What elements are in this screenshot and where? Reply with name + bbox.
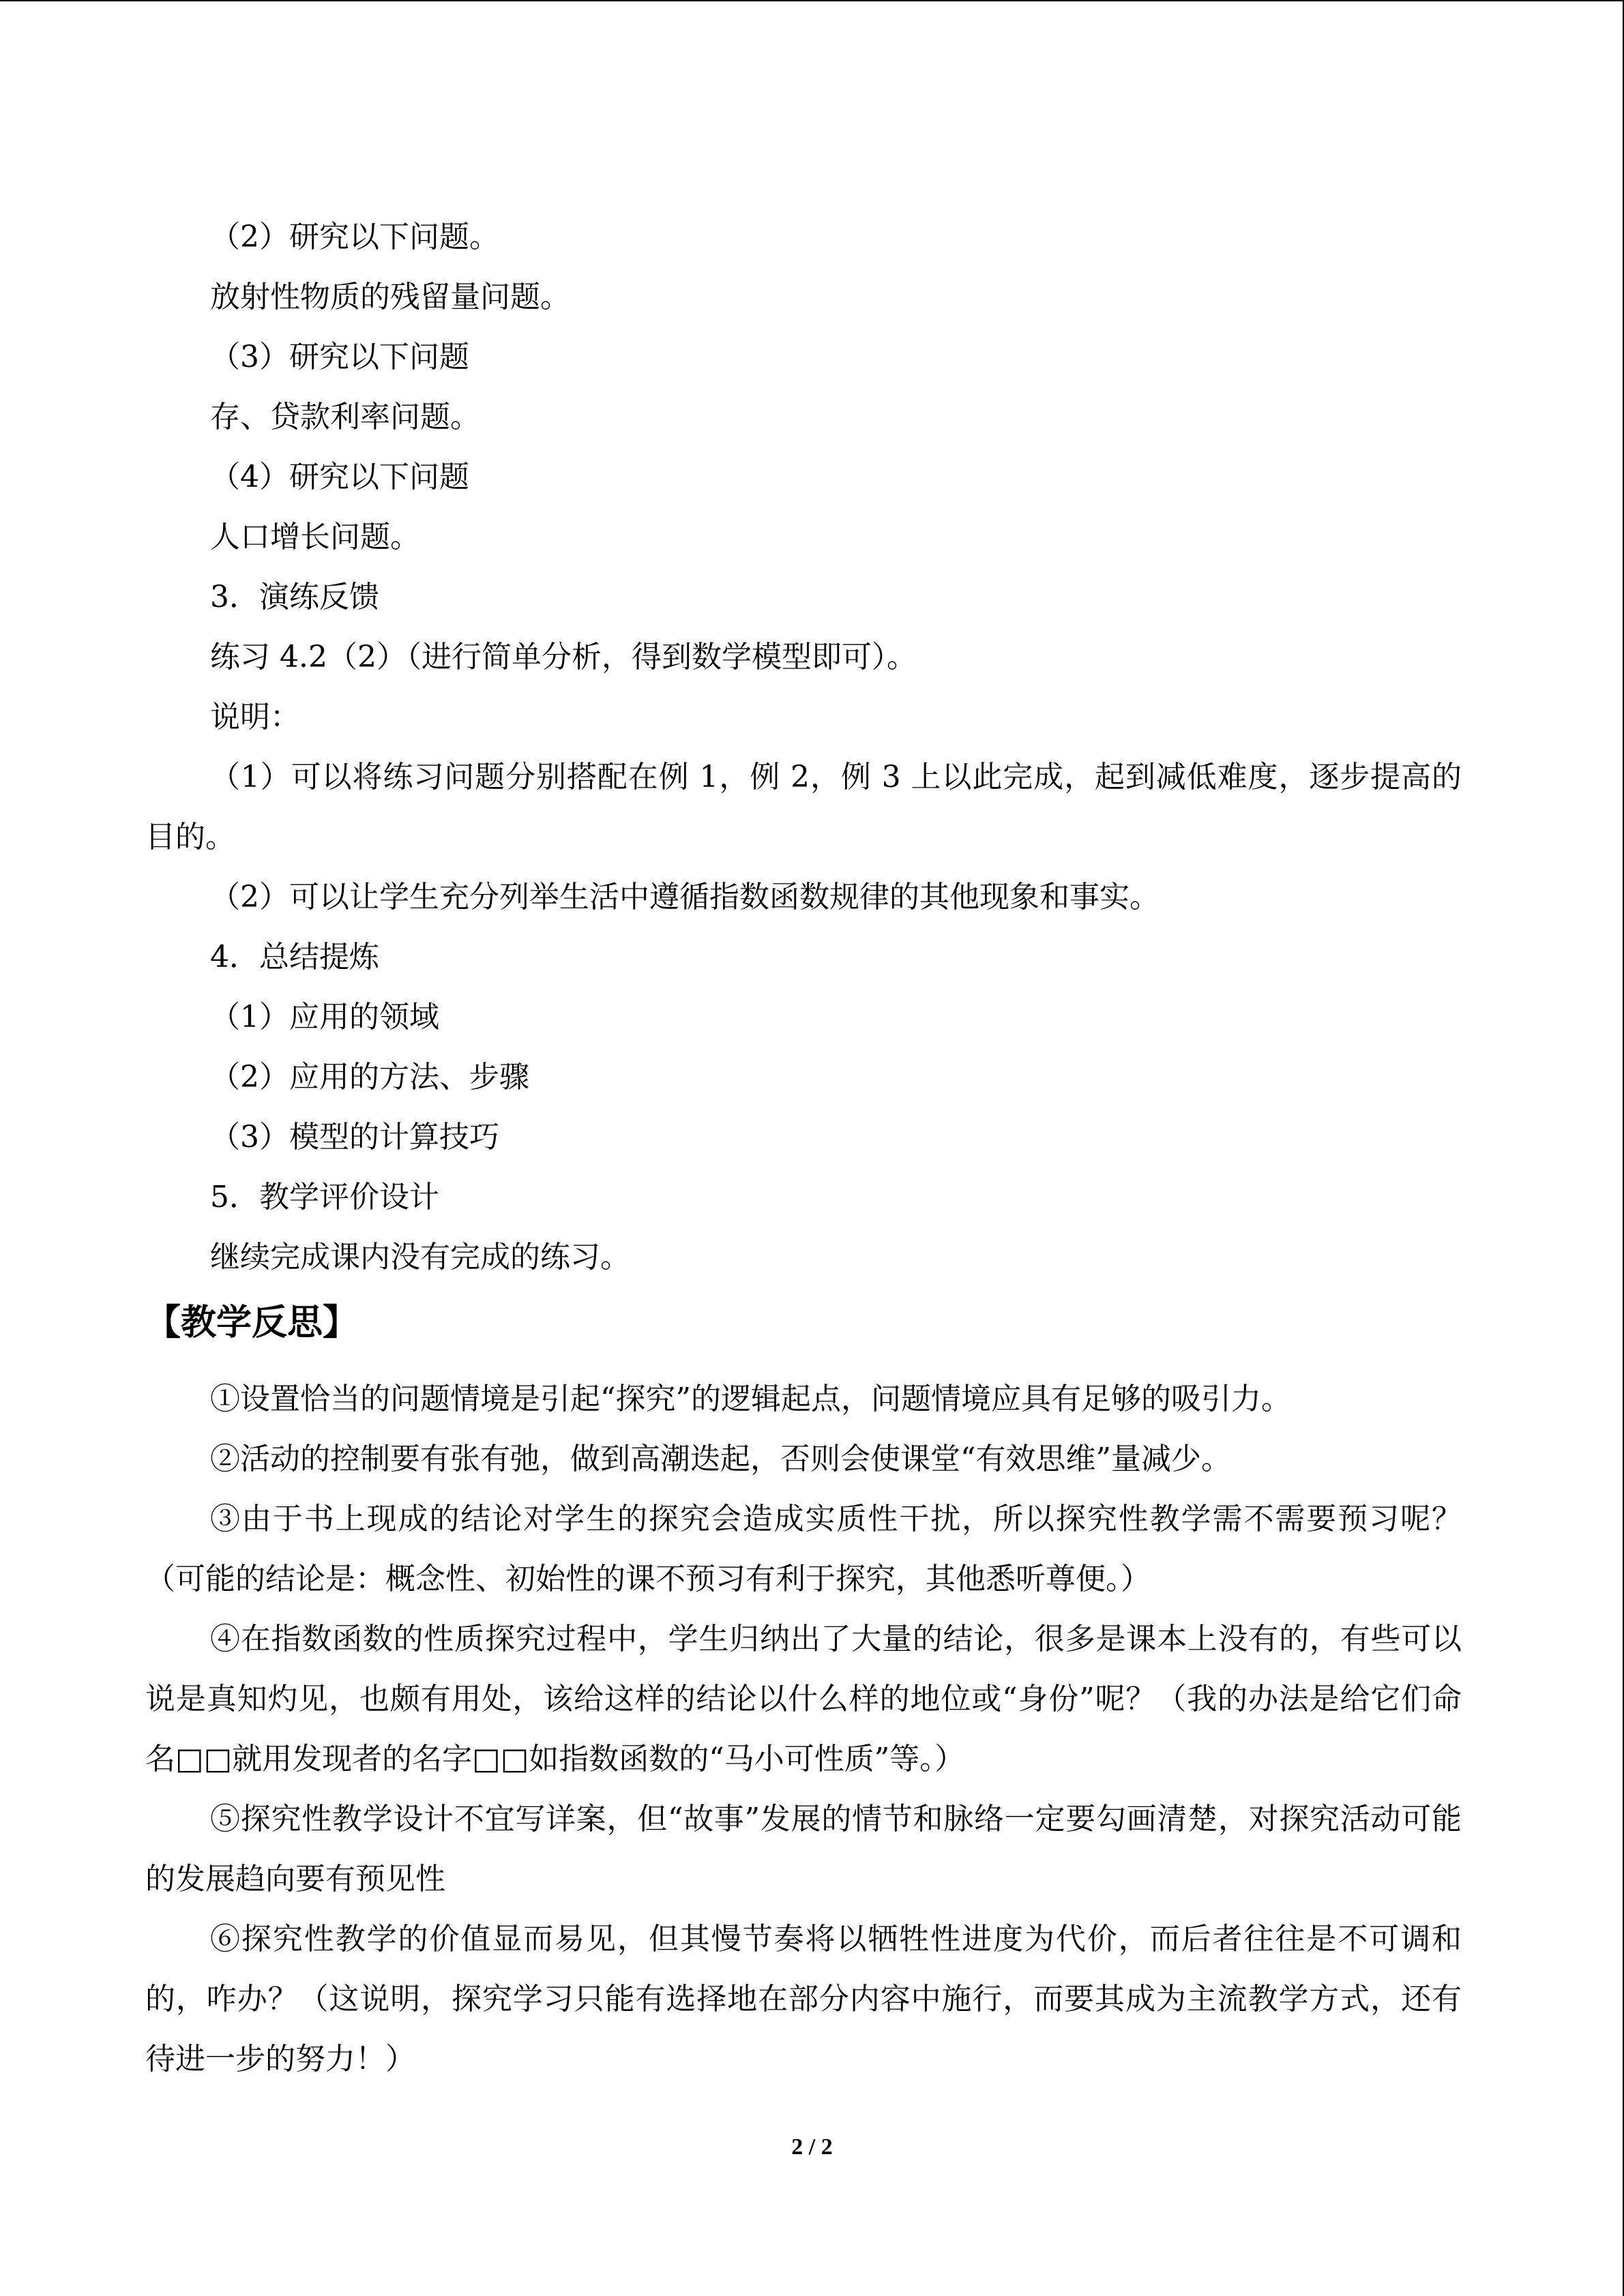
reflection-paragraph: ④在指数函数的性质探究过程中，学生归纳出了大量的结论，很多是课本上没有的，有些可以说是真知灼见，也颇有用处，该给这样的结论以什么样的地位或“身份”呢？（我的办法是给它们命名□□就用发现者的名字□□如指数函数的“马小可性质”等。） [145,1622,1462,1776]
text-line: 存、贷款利率问题。 [210,400,480,434]
text-line: 人口增长问题。 [210,520,420,554]
reflection-paragraph: ③由于书上现成的结论对学生的探究会造成实质性干扰，所以探究性教学需不需要预习呢？（可能的结论是：概念性、初始性的课不预习有利于探究，其他悉听尊便。） [145,1502,1462,1596]
text-line: 放射性物质的残留量问题。 [210,280,570,314]
text-line: （2）应用的方法、步骤 [210,1060,529,1094]
reflection-paragraph: ⑤探究性教学设计不宜写详案，但“故事”发展的情节和脉络一定要勾画清楚，对探究活动可能的发展趋向要有预见性 [145,1802,1462,1896]
text-line: （3）研究以下问题 [210,340,469,374]
section-heading: 【教学反思】 [145,1302,359,1343]
text-line: 练习 4.2（2）（进行简单分析，得到数学模型即可）。 [210,640,917,674]
reflection-paragraph: ②活动的控制要有张有弛，做到高潮迭起，否则会使课堂“有效思维”量减少。 [210,1442,1231,1476]
page-number: 2 / 2 [791,2134,833,2160]
text-line: （3）模型的计算技巧 [210,1120,499,1154]
explanation-paragraph-2: （2）可以让学生充分列举生活中遵循指数函数规律的其他现象和事实。 [210,880,1160,914]
text-line: （1）应用的领域 [210,1000,439,1034]
text-line: （4）研究以下问题 [210,460,469,494]
text-line: 说明： [210,700,300,734]
section-number-5: 5．教学评价设计 [210,1180,439,1214]
document-body [145,207,1462,2089]
section-number-4: 4．总结提炼 [210,940,379,974]
explanation-paragraph-1: （1）可以将练习问题分别搭配在例 1，例 2，例 3 上以此完成，起到减低难度，逐步提高的目的。 [145,760,1462,854]
reflection-paragraph: ⑥探究性教学的价值显而易见，但其慢节奏将以牺牲性进度为代价，而后者往往是不可调和的，咋办？（这说明，探究学习只能有选择地在部分内容中施行，而要其成为主流教学方式，还有待进一步的努力！） [145,1922,1462,2076]
section-number-3: 3．演练反馈 [210,580,379,614]
text-line: 继续完成课内没有完成的练习。 [210,1240,630,1274]
reflection-paragraph: ①设置恰当的问题情境是引起“探究”的逻辑起点，问题情境应具有足够的吸引力。 [210,1382,1291,1416]
text-line: （2）研究以下问题。 [210,220,499,254]
